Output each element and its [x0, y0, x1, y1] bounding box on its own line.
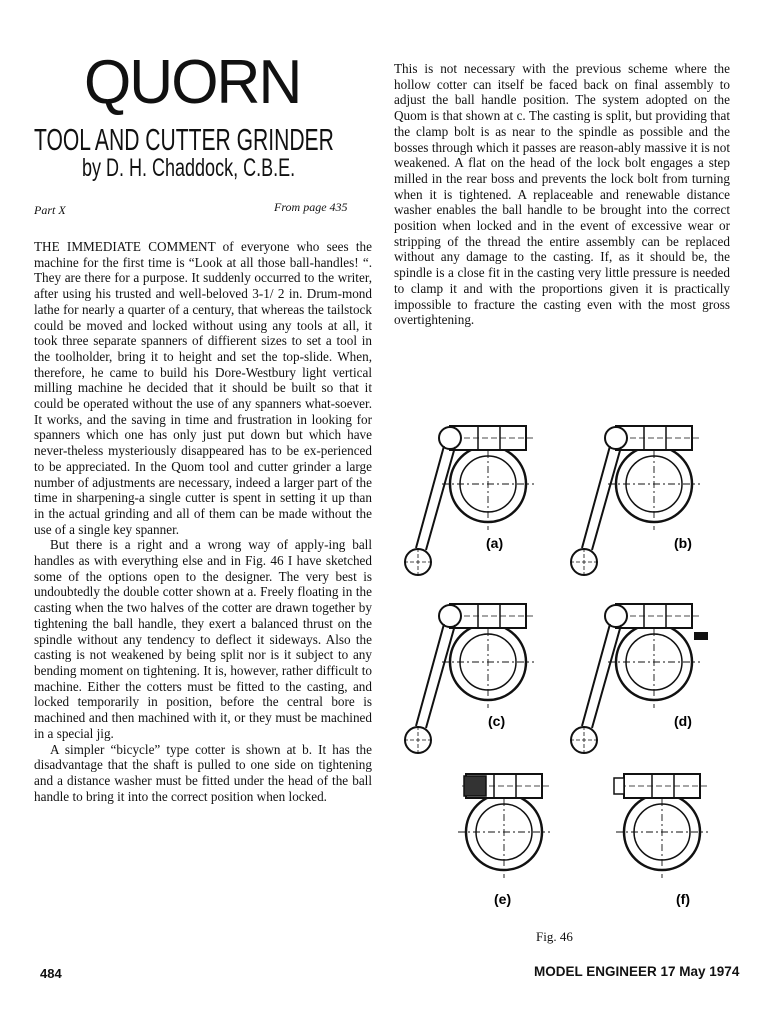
body-paragraph: THE IMMEDIATE COMMENT of everyone who sees the machine for the first time is “Look at all those ball-handles! “. They are there for a purpose. It suddenly occurred to the writer, after using his trusted and well-beloved 3-1/ 2 in. Drum-mond lathe for nearly a quarter of a century, that whereas the tailstock could be moved and locked without using any tools at all, it took three separate spanners of diffierent sizes to set a tool in the toolholder, bring it to height and set the top-slide. When, therefore, he came to build his Dore-Westbury light vertical milling machine he decided that it should be built so that it could be operated without the use of any spanners what-soever. It works, and the saving in time and frustration in looking for spanners which one has only just put down but which have never-theless mysteriously disappeared has to be ex-perienced to be appreciated. In the Quom tool and cutter grinder a large number of adjustments are necessary, indeed a larger part of the time in sharpening-a single cutter is spent in setting it up than in the actual grinding and all of them can be made without the use of a single key spanner. — [34, 239, 372, 537]
figure-f-drawing — [614, 774, 708, 878]
body-paragraph: This is not necessary with the previous scheme where the hollow cotter can itself be faced back on final assembly to adjust the ball handle position. The system adopted on the Quom is that shown at c. The casting is split, but providing that the clamp bolt is as near to the spindle as possible and the bosses through which it passes are reason-ably massive it is not weakened. A flat on the head of the lock bolt engages a step milled in the rear boss and prevents the lock bolt from turning when it is tightened. A replaceable and renewable distance washer enables the ball handle to be brought into the correct position when locked and in the event of excessive wear or stripping of the thread the entire assembly can be replaced without any damage to the casting. If, as it should be, the spindle is a close fit in the casting very little pressure is needed to clamp it and with the proportions given it is practically impossible to fracture the casting even with the most gross overtightening. — [394, 61, 730, 328]
figure-label-e: (e) — [494, 891, 512, 907]
figure-c-drawing — [404, 604, 534, 754]
figure-b-drawing — [570, 426, 700, 576]
figure-caption: Fig. 46 — [536, 929, 573, 944]
figure-label-b: (b) — [674, 535, 692, 551]
right-column — [394, 61, 730, 328]
part-label: Part X — [34, 203, 66, 217]
magazine-footer: MODEL ENGINEER 17 May 1974 — [534, 964, 740, 979]
body-paragraph: A simpler “bicycle” type cotter is shown at b. It has the disadvantage that the shaft is pulled to one side on tightening and a distance washer must be fitted under the head of the ball handle to bring it into the correct position when locked. — [34, 741, 372, 804]
article-title: QUORN — [84, 48, 301, 117]
article-subtitle: TOOL AND CUTTER GRINDER — [34, 122, 334, 157]
figure-a-drawing — [404, 426, 534, 576]
body-paragraph: But there is a right and a wrong way of apply-ing ball handles as with everything else and in Fig. 46 I have sketched some of the options open to the designer. The very best is undoubtedly the double cotter shown at a. Freely floating in the casting when the two halves of the cotter are drawn together by tightening the ball handle, they exert a balanced thrust on the spindle without any tendency to deflect it sideways. Also the casting is not weakened by being split nor is it subject to any bending moment on tightening. It is, however, rather difficult to machine. Either the cotters must be fitted to the casting, and locked temporarily in position, before the central bore is machined and then machined with it, or they must be machined in a special jig. — [34, 537, 372, 741]
figure-label-c: (c) — [488, 713, 506, 729]
continued-from-label: From page 435 — [274, 200, 348, 214]
figure-d-drawing — [570, 604, 708, 754]
figure-e-drawing — [458, 774, 550, 878]
figure-label-d: (d) — [674, 713, 692, 729]
page-number: 484 — [40, 966, 62, 981]
article-byline: by D. H. Chaddock, C.B.E. — [82, 154, 296, 182]
fig-46-drawing — [392, 412, 738, 912]
figure-label-f: (f) — [676, 891, 690, 907]
figure-label-a: (a) — [486, 535, 504, 551]
left-column — [34, 239, 372, 804]
